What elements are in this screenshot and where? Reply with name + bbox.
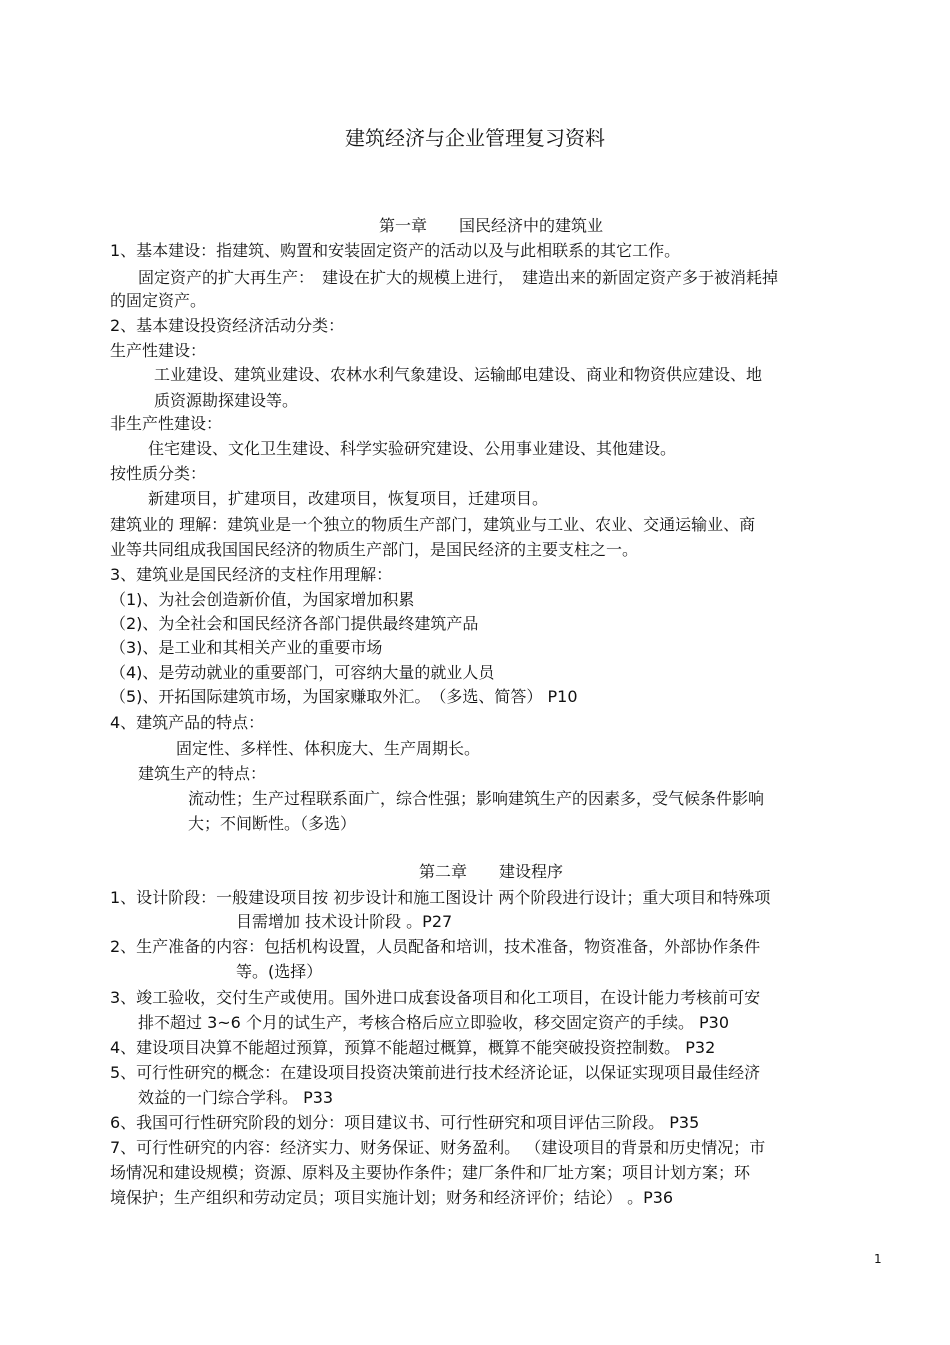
text-line: 排不超过 3~6 个月的试生产，考核合格后应立即验收，移交固定资产的手续。 P30 [138,1013,730,1032]
text-line: 按性质分类： [110,464,207,483]
text-line: 2、生产准备的内容：包括机构设置，人员配备和培训，技术准备，物资准备，外部协作条件 [110,937,761,956]
text-line: 4、建设项目决算不能超过预算，预算不能超过概算，概算不能突破投资控制数。 P32 [110,1038,716,1057]
text-line: 住宅建设、文化卫生建设、科学实验研究建设、公用事业建设、其他建设。 [148,439,677,458]
text-line: 6、我国可行性研究阶段的划分：项目建议书、可行性研究和项目评估三阶段。 P35 [110,1113,700,1132]
text-line: 新建项目，扩建项目，改建项目，恢复项目，迁建项目。 [148,489,549,508]
text-line: 场情况和建设规模；资源、原料及主要协作条件；建厂条件和厂址方案；项目计划方案；环 [110,1163,751,1182]
text-line: 效益的一门综合学科。 P33 [138,1088,334,1107]
text-line: 境保护；生产组织和劳动定员；项目实施计划；财务和经济评价；结论） 。P36 [110,1188,674,1207]
text-line: 3、建筑业是国民经济的支柱作用理解： [110,565,393,584]
text-line: 非生产性建设： [110,414,223,433]
text-line: 1、基本建设：指建筑、购置和安装固定资产的活动以及与此相联系的其它工作。 [110,241,681,260]
text-line: （3)、是工业和其相关产业的重要市场 [110,638,383,657]
text-line: 5、可行性研究的概念：在建设项目投资决策前进行技术经济论证，以保证实现项目最佳经济 [110,1063,761,1082]
text-line: （4)、是劳动就业的重要部门，可容纳大量的就业人员 [110,663,495,682]
text-line: 固定性、多样性、体积庞大、生产周期长。 [176,739,481,758]
chapter-heading: 第二章 建设程序 [418,862,563,881]
text-line: 质资源勘探建设等。 [154,391,299,410]
text-line: 等。(选择） [236,962,323,981]
text-line: 目需增加 技术设计阶段 。P27 [236,912,453,931]
text-line: 大；不间断性。（多选） [188,814,357,833]
text-line: 的固定资产。 [110,291,207,310]
text-line: 4、建筑产品的特点： [110,713,265,732]
text-line: 2、基本建设投资经济活动分类： [110,316,345,335]
text-line: 生产性建设： [110,341,207,360]
text-line: 流动性；生产过程联系面广，综合性强；影响建筑生产的因素多，受气候条件影响 [188,789,765,808]
document-title: 建筑经济与企业管理复习资料 [345,126,605,150]
text-line: 建筑生产的特点： [138,764,267,783]
text-line: 固定资产的扩大再生产： 建设在扩大的规模上进行， 建造出来的新固定资产多于被消耗掉 [138,268,779,287]
text-line: 建筑业的 理解：建筑业是一个独立的物质生产部门，建筑业与工业、农业、交通运输业、商 [110,515,756,534]
text-line: 3、竣工验收，交付生产或使用。国外进口成套设备项目和化工项目，在设计能力考核前可安 [110,988,761,1007]
chapter-heading: 第一章 国民经济中的建筑业 [378,216,603,235]
text-line: 1、设计阶段：一般建设项目按 初步设计和施工图设计 两个阶段进行设计；重大项目和特殊项 [110,888,771,907]
text-line: （1)、为社会创造新价值，为国家增加积累 [110,590,415,609]
text-line: 工业建设、建筑业建设、农林水利气象建设、运输邮电建设、商业和物资供应建设、地 [154,365,763,384]
text-line: 业等共同组成我国国民经济的物质生产部门，是国民经济的主要支柱之一。 [110,540,639,559]
page-number: 1 [874,1252,882,1266]
text-line: 7、可行性研究的内容：经济实力、财务保证、财务盈利。 （建设项目的背景和历史情况；市 [110,1138,766,1157]
text-line: （2)、为全社会和国民经济各部门提供最终建筑产品 [110,614,479,633]
text-line: （5)、开拓国际建筑市场，为国家赚取外汇。 （多选、简答） P10 [110,687,578,706]
